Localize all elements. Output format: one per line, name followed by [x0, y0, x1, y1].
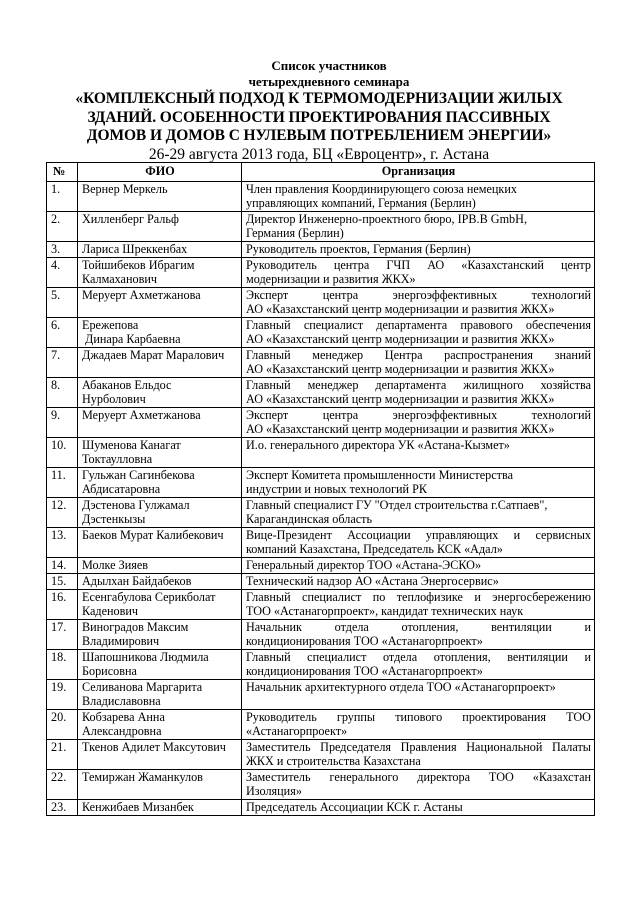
organization-line: Главный менеджер Центра распространения знаний	[246, 348, 591, 362]
participant-name-line: Каденович	[82, 604, 139, 619]
table-row	[47, 590, 595, 620]
participant-name	[78, 348, 242, 378]
organization-line: Главный менеджер департамента жилищного хозяйства	[246, 378, 591, 392]
participant-number: 8.	[47, 378, 78, 408]
seminar-title-line-2: ЗДАНИЙ. ОСОБЕННОСТИ ПРОЕКТИРОВАНИЯ ПАССИВНЫХ	[87, 108, 551, 126]
participant-number: 14.	[47, 558, 78, 574]
organization-line: Руководитель группы типового проектирования ТОО	[246, 710, 591, 724]
organization-line: Заместитель Председателя Правления Национальной Палаты	[246, 740, 591, 754]
participant-name-line: Тойшибеков Ибрагим	[82, 258, 195, 272]
table-row	[47, 182, 595, 212]
organization-line: модернизации и развития ЖКХ»	[246, 272, 416, 287]
organization-line: Главный специалист ГУ "Отдел строительства г.Сатпаев",	[246, 498, 548, 512]
table-row	[47, 620, 595, 650]
participant-number: 11.	[47, 468, 78, 498]
participant-name	[78, 258, 242, 288]
participant-name	[78, 212, 242, 242]
table-row	[47, 574, 595, 590]
participant-name-line: Виноградов Максим	[82, 620, 189, 634]
table-row	[47, 558, 595, 574]
participant-organization	[242, 770, 595, 800]
organization-line: Председатель Ассоциации КСК г. Астаны	[246, 800, 463, 814]
participant-name-line: Баеков Мурат Калибекович	[82, 528, 224, 542]
table-row	[47, 408, 595, 438]
participant-organization	[242, 740, 595, 770]
participant-name-line: Джадаев Марат Маралович	[82, 348, 225, 362]
participant-name-line: Кобзарева Анна	[82, 710, 165, 724]
participant-name-line: Шуменова Канагат	[82, 438, 181, 452]
organization-line: ЖКХ и строительства Казахстана	[246, 754, 421, 769]
organization-line: Главный специалист по теплофизике и энергосбережению	[246, 590, 591, 604]
organization-line: АО «Казахстанский центр модернизации и развития ЖКХ»	[246, 332, 555, 347]
participant-organization	[242, 258, 595, 288]
participant-name-line: Борисовна	[82, 664, 137, 679]
organization-line: Технический надзор АО «Астана Энергосервис»	[246, 574, 499, 588]
organization-line: Эксперт центра энергоэффективных технологий	[246, 408, 591, 422]
table-row	[47, 650, 595, 680]
participant-organization	[242, 590, 595, 620]
participant-number: 20.	[47, 710, 78, 740]
participant-number: 18.	[47, 650, 78, 680]
participant-name-line: Есенгабулова Серикболат	[82, 590, 216, 604]
organization-line: Начальник архитектурного отдела ТОО «Астанагорпроект»	[246, 680, 556, 694]
participant-organization	[242, 800, 595, 816]
participant-number: 16.	[47, 590, 78, 620]
participant-name	[78, 438, 242, 468]
list-heading: Список участников	[271, 58, 387, 73]
participant-name	[78, 590, 242, 620]
participant-name	[78, 770, 242, 800]
participant-name-line: Александровна	[82, 724, 162, 739]
participant-name-line: Ережепова	[82, 318, 139, 332]
table-row	[47, 468, 595, 498]
participant-number: 17.	[47, 620, 78, 650]
table-row	[47, 348, 595, 378]
participant-number: 1.	[47, 182, 78, 212]
participant-name-line: Владимирович	[82, 634, 160, 649]
participant-name	[78, 498, 242, 528]
organization-line: Руководитель проектов, Германия (Берлин)	[246, 242, 471, 256]
organization-line: индустрии и новых технологий РК	[246, 482, 427, 497]
table-row	[47, 318, 595, 348]
participant-name	[78, 710, 242, 740]
participant-number: 12.	[47, 498, 78, 528]
participant-number: 23.	[47, 800, 78, 816]
table-row	[47, 710, 595, 740]
participant-organization	[242, 318, 595, 348]
participant-name-line: Лариса Шреккенбах	[82, 242, 188, 256]
participant-name-line: Вернер Меркель	[82, 182, 168, 196]
seminar-title-line-1: «КОМПЛЕКСНЫЙ ПОДХОД К ТЕРМОМОДЕРНИЗАЦИИ ЖИЛЫХ	[75, 90, 563, 107]
participant-name-line: Кенжибаев Мизанбек	[82, 800, 194, 814]
participant-number: 15.	[47, 574, 78, 590]
organization-line: «Астанагорпроект»	[246, 724, 348, 739]
participant-name-line: Меруерт Ахметжанова	[82, 408, 201, 422]
participant-organization	[242, 182, 595, 212]
table-row	[47, 378, 595, 408]
participant-name-line: Темиржан Жаманкулов	[82, 770, 203, 784]
table-row	[47, 258, 595, 288]
participant-organization	[242, 574, 595, 590]
organization-line: компаний Казахстана, Председатель КСК «Адал»	[246, 542, 503, 557]
organization-line: Карагандинская область	[246, 512, 373, 527]
participant-name-line: Динара Карбаевна	[82, 332, 181, 347]
table-header-row	[47, 163, 595, 182]
table-row	[47, 770, 595, 800]
participant-name-line: Дэстенкызы	[82, 512, 146, 527]
participant-organization	[242, 558, 595, 574]
organization-line: Эксперт Комитета промышленности Министерства	[246, 468, 513, 482]
organization-line: АО «Казахстанский центр модернизации и развития ЖКХ»	[246, 302, 555, 317]
column-header-number: №	[47, 163, 78, 182]
organization-line: АО «Казахстанский центр модернизации и развития ЖКХ»	[246, 362, 555, 377]
participant-organization	[242, 288, 595, 318]
participant-number: 2.	[47, 212, 78, 242]
participant-number: 6.	[47, 318, 78, 348]
participant-name-line: Селиванова Маргарита	[82, 680, 203, 694]
participants-table	[46, 162, 595, 816]
organization-line: Изоляция»	[246, 784, 302, 799]
participant-name	[78, 318, 242, 348]
organization-line: Заместитель генерального директора ТОО «Казахстан	[246, 770, 591, 784]
table-row	[47, 288, 595, 318]
organization-line: Директор Инженерно-проектного бюро, IPB.B GmbH,	[246, 212, 527, 226]
participant-name-line: Дэстенова Гулжамал	[82, 498, 190, 512]
table-row	[47, 438, 595, 468]
organization-line: Главный специалист отдела отопления, вентиляции и	[246, 650, 591, 664]
participant-name-line: Молке Зияев	[82, 558, 149, 572]
organization-line: кондиционирования ТОО «Астанагорпроект»	[246, 634, 483, 649]
participant-name-line: Нурболович	[82, 392, 146, 407]
participant-name-line: Меруерт Ахметжанова	[82, 288, 201, 302]
participant-name	[78, 528, 242, 558]
participant-name-line: Адылхан Байдабеков	[82, 574, 192, 588]
organization-line: Начальник отдела отопления, вентиляции и	[246, 620, 591, 634]
column-header-organization: Организация	[242, 163, 595, 182]
participant-name-line: Калмаханович	[82, 272, 157, 287]
participant-name-line: Гульжан Сагинбекова	[82, 468, 195, 482]
participant-name	[78, 408, 242, 438]
table-row	[47, 800, 595, 816]
participant-number: 13.	[47, 528, 78, 558]
participant-number: 19.	[47, 680, 78, 710]
participant-name	[78, 574, 242, 590]
participant-organization	[242, 528, 595, 558]
seminar-title-line-3: ДОМОВ И ДОМОВ С НУЛЕВЫМ ПОТРЕБЛЕНИЕМ ЭНЕРГИИ»	[86, 127, 552, 144]
organization-line: Эксперт центра энергоэффективных технологий	[246, 288, 591, 302]
date-place: 26-29 августа 2013 года, БЦ «Евроцентр», г. Астана	[148, 145, 490, 163]
participant-name	[78, 182, 242, 212]
participant-organization	[242, 438, 595, 468]
table-row	[47, 498, 595, 528]
organization-line: кондиционирования ТОО «Астанагорпроект»	[246, 664, 483, 679]
table-row	[47, 740, 595, 770]
table-row	[47, 680, 595, 710]
participant-name	[78, 650, 242, 680]
participant-name-line: Абаканов Ельдос	[82, 378, 172, 392]
organization-line: Вице-Президент Ассоциации управляющих и сервисных	[246, 528, 591, 542]
participant-organization	[242, 212, 595, 242]
participant-name-line: Шапошникова Людмила	[82, 650, 209, 664]
document-header	[0, 58, 638, 164]
participant-name-line: Владиславовна	[82, 694, 161, 709]
table-row	[47, 242, 595, 258]
participant-organization	[242, 242, 595, 258]
organization-line: ТОО «Астанагорпроект», кандидат технических наук	[246, 604, 524, 619]
participant-organization	[242, 710, 595, 740]
participant-organization	[242, 468, 595, 498]
participant-name-line: Токтаулловна	[82, 452, 153, 467]
participant-organization	[242, 650, 595, 680]
table-row	[47, 528, 595, 558]
column-header-name: ФИО	[78, 163, 242, 182]
participant-name-line: Абдисатаровна	[82, 482, 161, 497]
organization-line: АО «Казахстанский центр модернизации и развития ЖКХ»	[246, 392, 555, 407]
organization-line: АО «Казахстанский центр модернизации и развития ЖКХ»	[246, 422, 555, 437]
participant-name	[78, 558, 242, 574]
participant-name	[78, 800, 242, 816]
participant-number: 9.	[47, 408, 78, 438]
participant-organization	[242, 680, 595, 710]
participant-name-line: Ткенов Адилет Максутович	[82, 740, 226, 754]
participant-name	[78, 680, 242, 710]
participant-number: 7.	[47, 348, 78, 378]
participant-organization	[242, 378, 595, 408]
table-row	[47, 212, 595, 242]
organization-line: И.о. генерального директора УК «Астана-Кызмет»	[246, 438, 510, 452]
participant-name	[78, 378, 242, 408]
participant-number: 4.	[47, 258, 78, 288]
participants-table-body	[47, 182, 595, 816]
participant-number: 3.	[47, 242, 78, 258]
organization-line: управляющих компаний, Германия (Берлин)	[246, 196, 476, 211]
participant-name	[78, 740, 242, 770]
organization-line: Член правления Координирующего союза немецких	[246, 182, 517, 196]
participant-organization	[242, 620, 595, 650]
organization-line: Германия (Берлин)	[246, 226, 344, 241]
organization-line: Руководитель центра ГЧП АО «Казахстанский центр	[246, 258, 591, 272]
participant-organization	[242, 408, 595, 438]
participant-organization	[242, 348, 595, 378]
participant-name	[78, 620, 242, 650]
participant-number: 10.	[47, 438, 78, 468]
participant-name	[78, 468, 242, 498]
participant-name	[78, 288, 242, 318]
participant-number: 21.	[47, 740, 78, 770]
participant-number: 5.	[47, 288, 78, 318]
participant-number: 22.	[47, 770, 78, 800]
participant-name-line: Хилленберг Ральф	[82, 212, 179, 226]
organization-line: Генеральный директор ТОО «Астана-ЭСКО»	[246, 558, 482, 572]
organization-line: Главный специалист департамента правового обеспечения	[246, 318, 591, 332]
seminar-subheading: четырехдневного семинара	[248, 74, 410, 89]
participant-organization	[242, 498, 595, 528]
participant-name	[78, 242, 242, 258]
